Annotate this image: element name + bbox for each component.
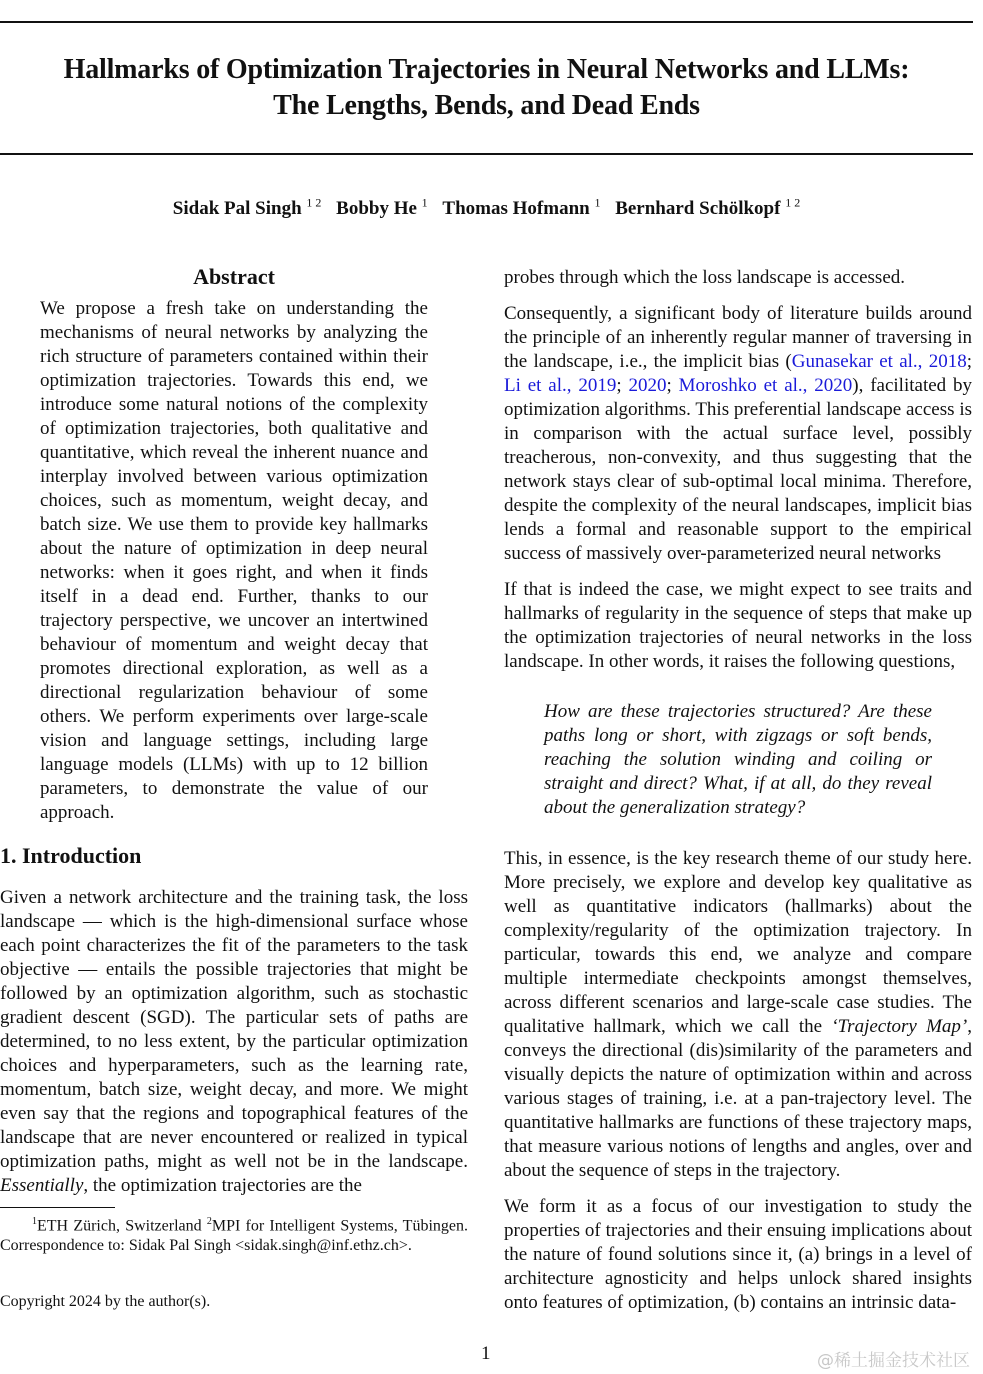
affiliation-2: MPI for Intelligent Systems, Tübingen. Correspondence to: Sidak Pal Singh <sidak.singh@inf.ethz.ch>. — [0, 1217, 469, 1255]
author-affiliation: 1 2 — [785, 196, 801, 210]
top-rule — [0, 21, 973, 23]
abstract-heading: Abstract — [193, 264, 275, 289]
affiliation-1: ETH Zürich, Switzerland — [37, 1217, 207, 1235]
title-line-2: The Lengths, Bends, and Dead Ends — [273, 90, 700, 121]
author-name: Thomas Hofmann — [442, 198, 590, 220]
author — [336, 198, 428, 219]
text-span: ; — [616, 375, 629, 396]
abstract-body — [40, 297, 428, 825]
citation-link[interactable]: Gunasekar et al., 2018 — [791, 351, 967, 372]
paragraph: probes through which the loss landscape is accessed. — [504, 267, 906, 288]
paragraph: We form it as a focus of our investigation to study the properties of trajectories and their ensuing implications about the nature of found solutions since it, (a) brings in a level of architecture agnosticity and helps unlock shared insights onto features of optimization, (b) contains an intrinsic data- — [504, 1196, 972, 1313]
text-span: ), facilitated by optimization algorithms. This preferential landscape access is in comparison with the actual surface level, possibly treacherous, non-convexity, and thus suggesting that the network stays clear of sub-optimal local minima. Therefore, despite the complexity of the neural landscapes, implicit bias lends a formal and reasonable support to the empirical success of massively over-parameterized neural networks — [504, 375, 973, 564]
right-column-bottom — [504, 847, 972, 1327]
introduction-body — [0, 886, 468, 1198]
author — [615, 198, 800, 219]
author-affiliation: 1 2 — [306, 196, 322, 210]
text-span: Consequently, a significant body of literature builds around the principle of an inherently regular manner of traversing in the landscape, i.e., the implicit bias ( — [504, 303, 972, 372]
watermark: @稀土掘金技术社区 — [817, 1351, 970, 1371]
paragraph: If that is indeed the case, we might expect to see traits and hallmarks of regularity in the sequence of steps that make up the optimization trajectories of neural networks in the loss landscape. In other words, it raises the following questions, — [504, 579, 972, 672]
title-line-1: Hallmarks of Optimization Trajectories in Neural Networks and LLMs: — [63, 54, 910, 85]
author-affiliation: 1 — [594, 196, 601, 210]
right-column-top — [504, 266, 972, 686]
paragraph-implicit-bias — [504, 302, 972, 566]
copyright-notice: Copyright 2024 by the author(s). — [0, 1293, 211, 1310]
text-span: , the optimization trajectories are the — [83, 1175, 362, 1196]
text-span: ; — [966, 351, 972, 372]
footnote-mark: 1 — [32, 1216, 37, 1227]
affiliation-footnote — [0, 1212, 468, 1256]
page-number: 1 — [481, 1343, 491, 1364]
citation-link[interactable]: Li et al., 2019 — [504, 375, 617, 396]
author — [173, 198, 322, 219]
author-name: Sidak Pal Singh — [172, 198, 302, 220]
citation-link[interactable]: 2020 — [628, 375, 667, 396]
footnote-rule — [0, 1207, 115, 1208]
author — [442, 198, 600, 219]
author-name: Bernhard Schölkopf — [615, 198, 781, 220]
text-span: Given a network architecture and the training task, the loss landscape — which is the high-dimensional surface whose each point characterizes the fit of the parameters to the task objective — entails the possible trajectories that might be followed by an optimization algorithm, such as stochastic gradient descent (SGD). The particular sets of paths are determined, to no less extent, by the particular optimization choices and hyperparameters, such as the learning rate, momentum, batch size, weight decay, and more. We might even say that the regions and topographical features of the landscape that are never encountered or realized in typical optimization paths, might as well not be in the landscape. — [0, 887, 468, 1172]
author-affiliation: 1 — [421, 196, 428, 210]
text-span: , conveys the directional (dis)similarity of the parameters and visually depicts the nature of optimization within and across various stages of training, i.e. at a pan-trajectory level. The quantitative hallmarks are functions of these trajectory maps, that measure various notions of lengths and angles, over and about the sequence of steps in the trajectory. — [504, 1016, 972, 1181]
research-questions-quote: How are these trajectories structured? Are these paths long or short, with zigzags or soft bends, reaching the solution winding and coiling or straight and direct? What, if at all, do they reveal about the generalization strategy? — [544, 701, 932, 818]
emphasis: ‘Trajectory Map’ — [831, 1016, 968, 1037]
bottom-rule — [0, 153, 973, 155]
author-list — [0, 196, 973, 220]
text-span: This, in essence, is the key research theme of our study here. More precisely, we explore and develop key qualitative as well as quantitative indicators (hallmarks) about the complexity/regularity of the optimization trajectory. In particular, towards this end, we analyze and compare multiple intermediate checkpoints amongst themselves, across different scenarios and large-scale case studies. The qualitative hallmark, which we call the — [504, 848, 972, 1037]
introduction-heading: 1. Introduction — [0, 843, 142, 868]
paragraph — [504, 847, 972, 1183]
footnote-mark: 2 — [206, 1216, 212, 1227]
citation-link[interactable]: Moroshko et al., 2020 — [678, 375, 853, 396]
paper-title — [0, 52, 973, 124]
author-name: Bobby He — [336, 198, 417, 220]
emphasis: Essentially — [0, 1175, 84, 1196]
text-span: ; — [666, 375, 679, 396]
abstract-text: We propose a fresh take on understanding the mechanisms of neural networks by analyzing the rich structure of parameters contained within their optimization trajectories. Towards this end, we introduce some natural notions of the complexity of optimization trajectories, both qualitative and quantitative, which reveal the inherent nuance and interplay involved between various optimization choices, such as momentum, weight decay, and batch size. We use them to provide key hallmarks about the nature of optimization in deep neural networks: when it goes right, and when it finds itself in a dead end. Further, thanks to our trajectory perspective, we uncover an intertwined behaviour of momentum and weight decay that promotes directional exploration, as well as a directional regularization behaviour of some others. We perform experiments over large-scale vision and language settings, including large language models (LLMs) with up to 12 billion parameters, to demonstrate the value of our approach. — [40, 298, 428, 823]
introduction-paragraph — [0, 886, 468, 1198]
